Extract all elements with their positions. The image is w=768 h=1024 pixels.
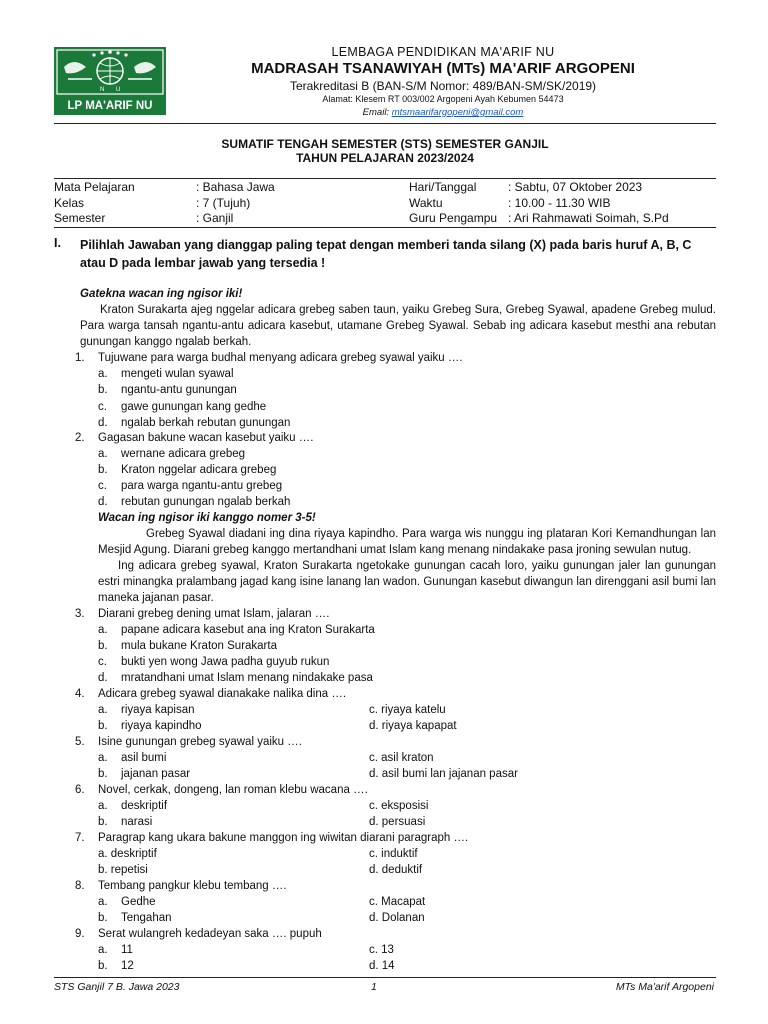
footer-divider — [54, 977, 716, 978]
info-value-semester: : Ganjil — [196, 211, 234, 225]
option-letter: b. — [98, 720, 108, 732]
option-letter: a. — [98, 896, 108, 908]
question-number: 2. — [75, 432, 85, 444]
info-table-top-border — [54, 178, 716, 179]
header-divider — [54, 123, 716, 124]
option-letter: a. — [98, 752, 108, 764]
option-letter: d. — [98, 672, 108, 684]
reading2-heading: Wacan ing ngisor iki kanggo nomer 3-5! — [98, 512, 316, 524]
option-text: 11 — [121, 944, 133, 956]
option-letter: a. — [98, 704, 108, 716]
option-text: 12 — [121, 960, 134, 972]
option-text: deskriptif — [121, 800, 168, 812]
option-text: c. 13 — [369, 944, 394, 956]
reading2-paragraph-1 — [98, 526, 716, 558]
option-letter: b. — [98, 912, 108, 924]
option-letter: c. — [98, 656, 107, 668]
option-text: mratandhani umat Islam menang nindakake pasa — [121, 672, 373, 684]
email-label: Email: — [362, 107, 392, 118]
option-text: d. 14 — [369, 960, 395, 972]
institution-name: LEMBAGA PENDIDIKAN MA'ARIF NU — [331, 45, 555, 59]
info-label-time: Waktu — [409, 196, 443, 210]
question-text: Paragrap kang ukara bakune manggon ing wiwitan diarani paragraph …. — [98, 832, 469, 844]
info-value-class: : 7 (Tujuh) — [196, 196, 251, 210]
option-letter: a. — [98, 800, 108, 812]
info-label-semester: Semester — [54, 211, 106, 225]
section-number: I. — [54, 236, 61, 250]
option-letter: c. — [98, 401, 107, 413]
option-text: c. eksposisi — [369, 800, 429, 812]
option-text: c. Macapat — [369, 896, 426, 908]
option-text: Tengahan — [121, 912, 172, 924]
option-text: rebutan gunungan ngalab berkah — [121, 496, 291, 508]
option-text: narasi — [121, 816, 153, 828]
option-text: c. riyaya katelu — [369, 704, 446, 716]
option-text: d. riyaya kapapat — [369, 720, 457, 732]
question-text: Tujuwane para warga budhal menyang adicara grebeg syawal yaiku …. — [98, 352, 463, 364]
option-letter: a. — [98, 448, 108, 460]
option-letter: b. — [98, 960, 108, 972]
nu-emblem-icon — [54, 47, 166, 115]
option-text: bukti yen wong Jawa padha guyub rukun — [121, 656, 330, 668]
option-text: ngalab berkah rebutan gunungan — [121, 417, 291, 429]
option-text: d. persuasi — [369, 816, 426, 828]
info-label-subject: Mata Pelajaran — [54, 180, 135, 194]
question-number: 5. — [75, 736, 85, 748]
option-text: d. asil bumi lan jajanan pasar — [369, 768, 518, 780]
option-text: riyaya kapisan — [121, 704, 195, 716]
school-name: MADRASAH TSANAWIYAH (MTs) MA'ARIF ARGOPENI — [251, 60, 635, 77]
question-text: Novel, cerkak, dongeng, lan roman klebu wacana …. — [98, 784, 368, 796]
info-value-time: : 10.00 - 11.30 WIB — [508, 196, 611, 210]
option-text: Kraton nggelar adicara grebeg — [121, 464, 277, 476]
info-label-date: Hari/Tanggal — [409, 180, 477, 194]
option-letter: d. — [98, 417, 108, 429]
question-text: Gagasan bakune wacan kasebut yaiku …. — [98, 432, 314, 444]
question-number: 3. — [75, 608, 85, 620]
reading2-text-2: Ing adicara grebeg syawal, Kraton Surakarta ngetokake gunungan cacah loro, yaiku gunungan jaler lan gunungan estri minangka pralambang jagad kang isine lanang lan wadon. Gunungan kasebut diwangun lan direnggani asil bumi lan maneka jajanan pasar. — [98, 560, 716, 604]
option-letter: b. — [98, 640, 108, 652]
page-number: 1 — [371, 981, 377, 993]
option-letter: b. — [98, 816, 108, 828]
option-text: c. induktif — [369, 848, 418, 860]
option-letter: a. — [98, 944, 108, 956]
question-number: 1. — [75, 352, 85, 364]
option-text: asil bumi — [121, 752, 167, 764]
option-text: papane adicara kasebut ana ing Kraton Surakarta — [121, 624, 375, 636]
reading1-heading: Gatekna wacan ing ngisor iki! — [80, 288, 243, 300]
footer-right: MTs Ma'arif Argopeni — [615, 981, 714, 993]
lp-maarif-nu-logo — [54, 47, 166, 115]
question-number: 9. — [75, 928, 85, 940]
option-text: a. deskriptif — [98, 848, 157, 860]
option-letter: d. — [98, 496, 108, 508]
info-value-date: : Sabtu, 07 Oktober 2023 — [508, 180, 643, 194]
exam-title: SUMATIF TENGAH SEMESTER (STS) SEMESTER GANJIL — [221, 137, 549, 151]
question-number: 8. — [75, 880, 85, 892]
reading2-text-1: Grebeg Syawal diadani ing dina riyaya kapindho. Para warga wis nunggu ing plataran Kori Kemandhungan lan Mesjid Agung. Diarani grebeg kanggo mertandhani umat Islam kang menang nindakake pasa jroning sewulan nutug. — [98, 528, 716, 556]
email-link[interactable]: mtsmaarifargopeni@gmail.com — [391, 107, 524, 118]
info-value-teacher: : Ari Rahmawati Soimah, S.Pd — [508, 211, 669, 225]
footer-left: STS Ganjil 7 B. Jawa 2023 — [54, 981, 180, 993]
option-text: Gedhe — [121, 896, 156, 908]
option-letter: b. — [98, 768, 108, 780]
reading1-text: Kraton Surakarta ajeg nggelar adicara grebeg saben taun, yaiku Grebeg Sura, Grebeg Syawal, apadene Grebeg mulud. Para warga tansah ngantu-antu adicara kasebut, utamane Grebeg Syawal. Sebab ing adicara kasebut mesthi ana rebutan gunungan kanggo ngalab berkah. — [80, 304, 716, 348]
svg-text:N: N — [100, 87, 105, 93]
svg-text:U: U — [116, 87, 121, 93]
school-address: Alamat: Klesem RT 003/002 Argopeni Ayah Kebumen 54473 — [322, 94, 564, 104]
option-text: mula bukane Kraton Surakarta — [121, 640, 277, 652]
info-label-teacher: Guru Pengampu — [409, 211, 498, 225]
section-instruction: Pilihlah Jawaban yang dianggap paling tepat dengan memberi tanda silang (X) pada baris huruf A, B, C atau D pada lembar jawab yang tersedia ! — [80, 238, 692, 270]
option-letter: b. — [98, 464, 108, 476]
question-number: 4. — [75, 688, 85, 700]
option-letter: b. — [98, 384, 108, 396]
info-value-subject: : Bahasa Jawa — [196, 180, 275, 194]
question-number: 6. — [75, 784, 85, 796]
question-text: Serat wulangreh kedadeyan saka …. pupuh — [98, 928, 322, 940]
option-letter: a. — [98, 368, 108, 380]
option-text: c. asil kraton — [369, 752, 434, 764]
school-email-line — [170, 107, 716, 118]
option-letter: c. — [98, 480, 107, 492]
option-text: ngantu-antu gunungan — [121, 384, 237, 396]
option-text: d. Dolanan — [369, 912, 425, 924]
exam-year: TAHUN PELAJARAN 2023/2024 — [296, 151, 474, 165]
info-table-bottom-border — [54, 227, 716, 228]
logo-text: LP MA'ARIF NU — [67, 100, 153, 112]
option-text: jajanan pasar — [121, 768, 191, 780]
question-text: Tembang pangkur klebu tembang …. — [98, 880, 287, 892]
option-text: mengeti wulan syawal — [121, 368, 234, 380]
reading2-paragraph-2 — [98, 558, 716, 606]
option-text: para warga ngantu-antu grebeg — [121, 480, 283, 492]
option-letter: a. — [98, 624, 108, 636]
question-number: 7. — [75, 832, 85, 844]
option-text: b. repetisi — [98, 864, 148, 876]
option-text: gawe gunungan kang gedhe — [121, 401, 267, 413]
question-text: Adicara grebeg syawal dianakake nalika dina …. — [98, 688, 347, 700]
reading1-paragraph — [80, 302, 716, 350]
option-text: riyaya kapindho — [121, 720, 202, 732]
accreditation-text: Terakreditasi B (BAN-S/M Nomor: 489/BAN-SM/SK/2019) — [289, 79, 597, 93]
option-text: d. deduktif — [369, 864, 423, 876]
option-text: wernane adicara grebeg — [121, 448, 246, 460]
info-label-class: Kelas — [54, 196, 85, 210]
question-text: Isine gunungan grebeg syawal yaiku …. — [98, 736, 302, 748]
question-text: Diarani grebeg dening umat Islam, jalaran …. — [98, 608, 330, 620]
